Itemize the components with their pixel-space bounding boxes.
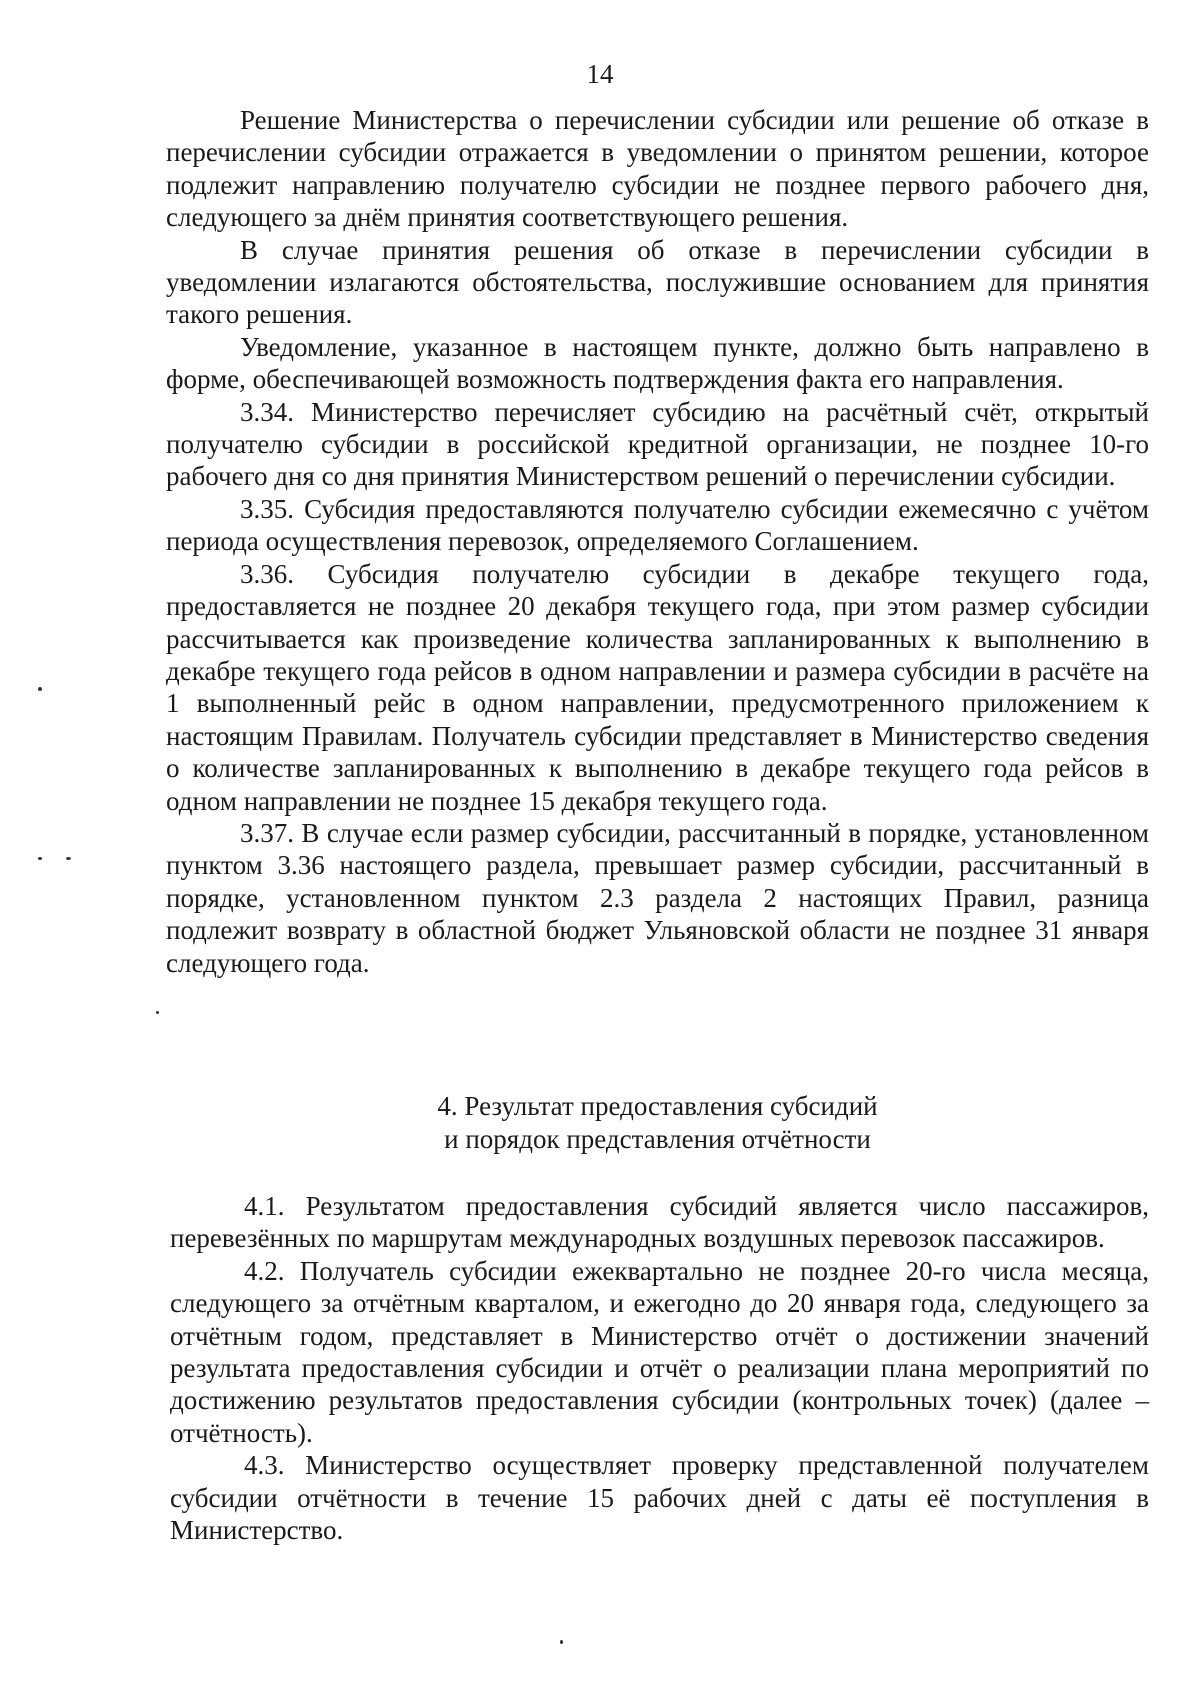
paragraph-4-2: 4.2. Получатель субсидии ежеквартально не позднее 20-го числа месяца, следующего за отчётным кварталом, и ежегодно до 20 января года, следующего за отчётным годом, представляет в Министерство отчёт о достижении значений результата предоставления субсидии и отчёт о реализации плана мероприятий по достижению результатов предоставления субсидии (контрольных точек) (далее – отчётность). — [170, 1255, 1149, 1448]
scan-speck — [38, 857, 42, 860]
paragraph-4-1: 4.1. Результатом предоставления субсидий является число пассажиров, перевезённых по маршрутам международных воздушных перевозок пассажиров. — [170, 1191, 1149, 1254]
paragraph-3-36: 3.36. Субсидия получателю субсидии в декабре текущего года, предоставляется не позднее 20 декабря текущего года, при этом размер субсидии рассчитывается как произведение количества запланированных к выполнению в декабре текущего года рейсов в одном направлении и размера субсидии в расчёте на 1 выполненный рейс в одном направлении, предусмотренного приложением к настоящим Правилам. Получатель субсидии представляет в Министерство сведения о количестве запланированных к выполнению в декабре текущего года рейсов в одном направлении не позднее 15 декабря текущего года. — [166, 558, 1149, 816]
paragraph-3-34: 3.34. Министерство перечисляет субсидию на расчётный счёт, открытый получателю субсидии в российской кредитной организации, не позднее 10-го рабочего дня со дня принятия Министерством решений о перечислении субсидии. — [166, 396, 1149, 492]
section-4-text — [170, 1190, 1149, 1546]
paragraph-refusal-notice: В случае принятия решения об отказе в перечислении субсидии в уведомлении излагаются обстоятельства, послужившие основанием для принятия такого решения. — [166, 234, 1149, 330]
page-number: 14 — [586, 59, 614, 89]
section-4-heading — [166, 1090, 1149, 1156]
scan-speck — [38, 687, 42, 691]
paragraph-3-37: 3.37. В случае если размер субсидии, рассчитанный в порядке, установленном пунктом 3.36 настоящего раздела, превышает размер субсидии, рассчитанный в порядке, установленном пунктом 2.3 раздела 2 настоящих Правил, разница подлежит возврату в областной бюджет Ульяновской области не позднее 31 января следующего года. — [166, 817, 1149, 978]
paragraph-decision-notice: Решение Министерства о перечислении субсидии или решение об отказе в перечислении субсидии отражается в уведомлении о принятом решении, которое подлежит направлению получателю субсидии не позднее первого рабочего дня, следующего за днём принятия соответствующего решения. — [166, 105, 1149, 233]
scan-speck — [560, 1640, 563, 1644]
paragraph-4-3: 4.3. Министерство осуществляет проверку представленной получателем субсидии отчётности в течение 15 рабочих дней с даты её поступления в Министерство. — [170, 1450, 1149, 1546]
scan-speck — [66, 857, 71, 860]
section-3-text — [166, 104, 1149, 979]
section-4-heading-line-2: и порядок представления отчётности — [444, 1124, 871, 1154]
paragraph-notice-form: Уведомление, указанное в настоящем пункте, должно быть направлено в форме, обеспечивающей возможность подтверждения факта его направления. — [166, 331, 1149, 395]
paragraph-3-35: 3.35. Субсидия предоставляются получателю субсидии ежемесячно с учётом периода осуществления перевозок, определяемого Соглашением. — [166, 493, 1149, 557]
scan-speck — [156, 1011, 159, 1014]
section-4-heading-line-1: 4. Результат предоставления субсидий — [437, 1091, 878, 1121]
